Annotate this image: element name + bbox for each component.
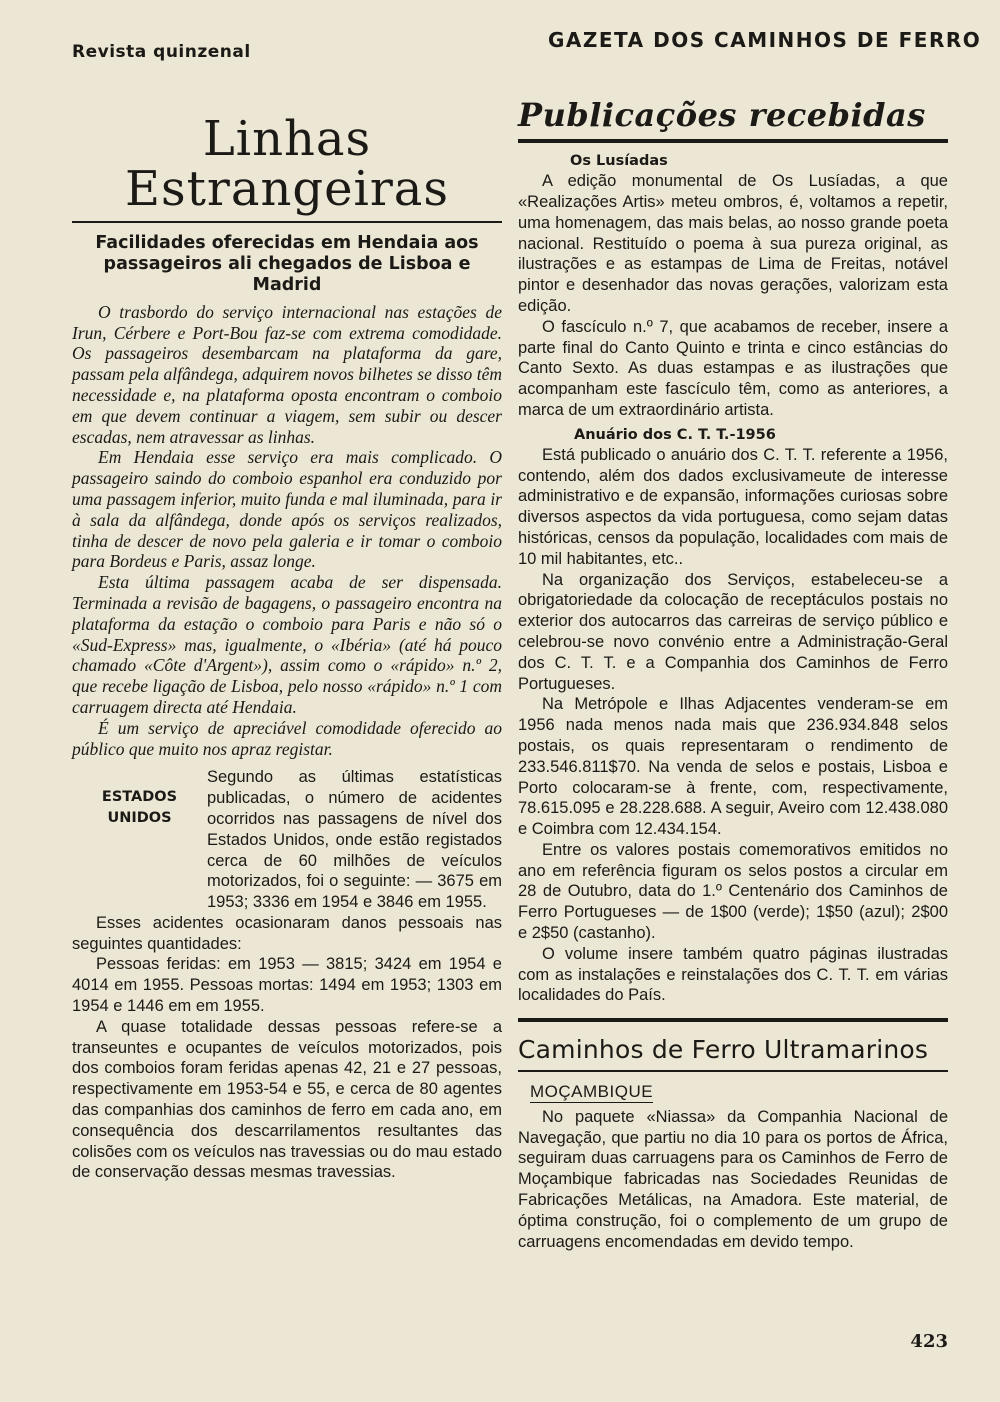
hendaia-paragraph: Esta última passagem acaba de ser dispensada. Terminada a revisão de bagagens, o passageiro encontra na plataforma da estação o comboio para Paris e não só o «Sud-Express» mas, igualmente, o «Ibéria» (até há pouco chamado «Côte d'Argent»), assim como o «rápido» n.º 2, que recebe ligação de Lisboa, pelo nosso «rápido» n.º 1 com carruagem directa até Hendaia. <box>72 572 502 717</box>
hendaia-paragraph: O trasbordo do serviço internacional nas estações de Irun, Cérbere e Port-Bou faz-se com extrema comodidade. Os passageiros desembarcam na plataforma da gare, passam pela alfândega, adquirem novos bilhetes se disso têm necessidade e, na plataforma oposta encontram o comboio em que devem continuar a viagem, sem subir ou descer escadas, nem atravessar as linhas. <box>72 301 502 447</box>
mozambique-heading: MOÇAMBIQUE <box>530 1081 654 1101</box>
us-article-label: ESTADOS UNIDOS <box>101 789 178 827</box>
hendaia-paragraph: É um serviço de apreciável comodidade oferecido ao público que muito nos apraz registar. <box>72 717 502 759</box>
running-header-right: GAZETA DOS CAMINHOS DE FERRO <box>548 28 982 52</box>
section-title-ultramarinos: Caminhos de Ferro Ultramarinos <box>518 1035 929 1065</box>
mozambique-paragraph: No paquete «Niassa» da Companhia Nacional de Navegação, que partiu no dia 10 para os portos de África, seguiram duas carruagens para os Caminhos de Ferro de Moçambique fabricadas nas Sociedades Reunidas de Fabricações Metálicas, na Amadora. Este material, de óptima construção, foi o complemento de um grupo de carruagens encomendadas em devido tempo. <box>518 1107 948 1251</box>
ctt-paragraph: Entre os valores postais comemorativos emitidos no ano em referência figuram os selos postos a circular em 28 de Outubro, data do 1.º Centenário dos Caminhos de Ferro Portugueses — de 1$00 (verde); 1$50 (azul); 2$00 e 2$50 (castanho). <box>518 840 948 943</box>
ctt-paragraph: Está publicado o anuário dos C. T. T. referente a 1956, contendo, além dos dados exclusivameute de interesse administrativo e de expansão, informações curiosas sobre diversos aspectos da vida portuguesa, como sejam datas históricas, censos da população, localidades com mais de 10 mil habitantes, etc.. <box>518 445 948 568</box>
section-title-publicacoes: Publicações recebidas <box>518 96 926 134</box>
ctt-paragraph: Na Metrópole e Ilhas Adjacentes venderam-se em 1956 nada menos nada mais que 236.934.848 selos postais, os quais representaram o rendimento de 233.546.811$70. Na venda de selos e postais, Lisboa e Porto colocaram-se à frente, com, respectivamente, 78.615.095 e 28.228.688. A seguir, Aveiro com 12.438.080 e Coimbra com 12.434.154. <box>518 695 948 839</box>
lusiadas-paragraph: O fascículo n.º 7, que acabamos de receber, insere a parte final do Canto Quinto e trinta e cinco estâncias do Canto Sexto. As duas estampas e as ilustrações que acompanham este fascículo têm, como as anteriores, a marca de um extraordinário artista. <box>518 317 948 419</box>
title-rule <box>72 221 502 223</box>
us-paragraph: Pessoas feridas: em 1953 — 3815; 3424 em 1954 e 4014 em 1955. Pessoas mortas: 1494 em 1953; 1303 em 1954 e 1446 em em 1955. <box>72 955 502 1016</box>
us-article-intro: Segundo as últimas estatísticas publicadas, o número de acidentes ocorridos nas passagens de nível dos Estados Unidos, onde estão registados cerca de 60 milhões de veículos motorizados, foi o seguinte: — 3675 em 1953; 3336 em 1954 e 3846 em 1955. <box>207 768 502 912</box>
section-rule <box>518 1018 948 1022</box>
ctt-heading: Anuário dos C. T. T.-1956 <box>574 426 776 443</box>
section-title-linhas-estrangeiras: Linhas Estrangeiras <box>124 111 450 218</box>
title-rule <box>518 1070 948 1072</box>
right-column <box>518 98 948 1252</box>
lusiadas-paragraph: A edição monumental de Os Lusíadas, a que «Realizações Artis» meteu ombros, é, voltamos a repetir, uma homenagem, das mais belas, ao nosso grande poeta nacional. Restituído o poema à sua pureza original, as ilustrações e as estampas de Lima de Freitas, notável pintor e desenhador das novas gerações, valorizam esta edição. <box>518 172 948 315</box>
ctt-paragraph: Na organização dos Serviços, estabeleceu-se a obrigatoriedade da colocação de receptáculos postais no exterior dos autocarros das carreiras de serviço público e celebrou-se novo convénio entre a Administração-Geral dos C. T. T. e a Companhia dos Caminhos de Ferro Portugueses. <box>518 570 948 693</box>
us-paragraph: Esses acidentes ocasionaram danos pessoais nas seguintes quantidades: <box>72 913 502 953</box>
article-heading-hendaia: Facilidades oferecidas em Hendaia aos passageiros ali chegados de Lisboa e Madrid <box>95 232 479 295</box>
running-header-left: Revista quinzenal <box>72 42 251 62</box>
lusiadas-heading: Os Lusíadas <box>570 153 668 170</box>
title-rule <box>518 139 948 143</box>
hendaia-paragraph: Em Hendaia esse serviço era mais complicado. O passageiro saindo do comboio espanhol era conduzido por uma passagem inferior, muito funda e mal iluminada, para ir à sala da alfândega, donde após os serviços realizados, tinha de descer de novo pela galeria e ir tomar o comboio para Bordeus e Paris, assaz longe. <box>72 447 502 572</box>
us-paragraph: A quase totalidade dessas pessoas refere-se a transeuntes e ocupantes de veículos motorizados, pois dos comboios foram feridas apenas 42, 21 e 27 pessoas, respectivamente em 1953-54 e 55, e cerca de 80 agentes das companhias dos caminhos de ferro em cada ano, em consequência dos descarrilamentos resultantes das colisões com os veículos nas travessias ou do mau estado de conservação dessas mesmas travessias. <box>72 1017 502 1182</box>
page-number: 423 <box>910 1331 948 1352</box>
left-column <box>72 100 502 1183</box>
ctt-paragraph: O volume insere também quatro páginas ilustradas com as instalações e reinstalações dos C. T. T. em várias localidades do País. <box>518 944 948 1005</box>
us-article <box>72 767 502 1183</box>
